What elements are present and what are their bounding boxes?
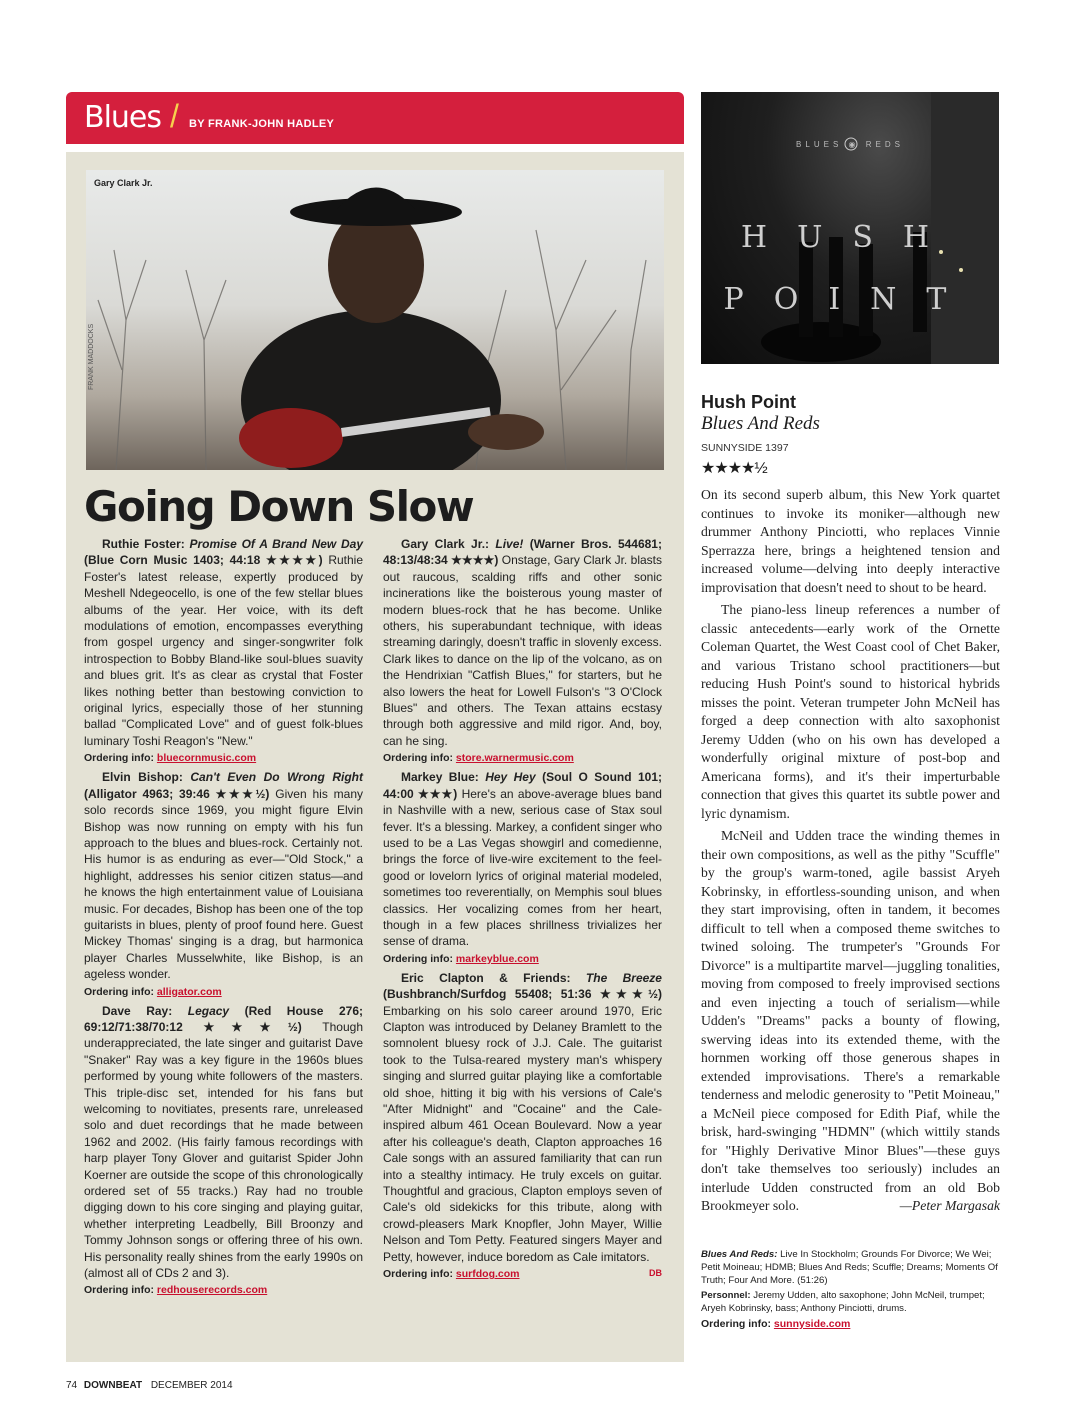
ordering-link[interactable]: bluecornmusic.com: [156, 752, 257, 765]
personnel-label: Personnel:: [701, 1290, 751, 1301]
ordering-link[interactable]: store.warnermusic.com: [455, 752, 574, 765]
review-artist: Gary Clark Jr.:: [401, 537, 490, 551]
page-number: 74: [66, 1380, 78, 1391]
feature-signoff: —Peter Margasak: [899, 1198, 1000, 1213]
review-album: Hey Hey: [485, 770, 536, 785]
review-album: Live!: [495, 537, 524, 551]
reviews-column-left: [84, 536, 363, 1301]
feature-paragraph-text: McNeil and Udden trace the winding themes in their own compositions, as well as the pithy "Scuffle" by the group's warm-toned, agile bassist Aryeh Kobrinsky, in effortless-sounding unison, and when they start improvising, often in tandem, it becomes difficult to tell when a composed theme switches to twined soloing. The trumpeter's "Grounds For Divorce" is a multipartite marvel—juggling tonalities, moving from composed to freely improvised sections and even injecting a touch of serialism—while Udden's "Dreams" packs a bounty of flowing, swerving ideas into its extended theme, with the hornmen working off those generous shapes in extended improvisations. There's a remarkable tenderness and melodic generosity to "Petit Moineau," a McNeil piece composed for Edith Piaf, while the brisk, hard-swinging "HDMN" (which wittily stands for "Highly Derivative Minor Blues"—these guys don't take themselves too seriously) includes an interlude Udden constructed from an old Bob Brookmeyer solo.: [701, 828, 1000, 1213]
ordering-info: [84, 751, 363, 765]
review-meta: (Warner Bros. 544681; 48:13/48:34 ★★★★): [383, 537, 662, 568]
feature-ordering-info: [701, 1317, 1000, 1331]
review-body: Onstage, Gary Clark Jr. blasts out raucous, scalding riffs and other sonic incinerations like the boisterous young master of modern blues-rock that he has become. Unlike others, his superabundant technique, with ideas streaming daringly, doesn't traffic in slovenly excess. Clark likes to dance on the lip of the volcano, as on the Hendrixian "Catfish Blues," for starters, but he also lowers the heat for Lowell Fulson's "3 O'Clock Blues" and others. The Texan attains ecstasy through both aggressive and mild rigor. And, boy, can he sing.: [383, 553, 662, 748]
review-artist: Elvin Bishop:: [102, 770, 183, 785]
feature-artist: Hush Point: [701, 392, 796, 412]
ordering-info: [383, 751, 662, 765]
track-list: [701, 1248, 1000, 1287]
ordering-link[interactable]: markeyblue.com: [455, 952, 539, 965]
ordering-link[interactable]: surfdog.com: [455, 1268, 520, 1281]
section-header: [66, 92, 684, 144]
magazine-name: DOWNBEAT: [83, 1380, 143, 1391]
review-body: Though underappreciated, the late singer and guitarist Dave "Snaker" Ray was a key figure in the 1960s blues performed by young white followers of the masters. This triple-disc set, intended for his fans but welcoming to novitiates, presents rare, unreleased solo and duet recordings that he made between 1962 and 2002. (His fairly famous recordings with harp player Tony Glover and guitarist Spider John Koerner are outside the scope of this chronologically ordered set of 55 tracks.) Ray had no trouble digging down to his core singing and playing guitar, whether interpreting Leadbelly, Bill Broonzy and Tommy Johnson songs or offering three of his own. His personality really shines from the early 1990s on (almost all of CDs 2 and 3).: [84, 1019, 363, 1281]
feature-paragraph: The piano-less lineup references a number of classic antecedents—early work of the Ornette Coleman Quartet, the West Coast cool of Chet Baker, and various Tristano school practitioners—but reducing Hush Point's sound to historical hybrids misses the point. Veteran trumpeter John McNeil has forged a deep connection with alto saxophonist Jeremy Udden (who on his own has developed a wonderfully original mixture of post-bop and Americana forms), and it's their imperturbable connection that gives this quartet its subtle power and lyric dynamism.: [701, 602, 1000, 821]
review-meta: (Blue Corn Music 1403; 44:18 ★★★★): [84, 553, 323, 568]
tracks-text: Live In Stockholm; Grounds For Divorce; We Wei; Petit Moineau; HDMB; Blues And Reds; Scuffle; Dreams; Moments Of Truth; Four And More. (51:26): [701, 1249, 998, 1286]
review-body: Here's an above-average blues band in Nashville with a new, serious case of Stax soul fever. It's a blessing. Markey, a confident singer who used to be a Las Vegas showgirl and comedienne, brings the force of live-wire excitement to the feel-good or lovelorn lyrics of original material modeled, sometimes too reverentially, on Memphis soul blues classics. Her vocalizing comes from her heart, though in a few places shrillness trivializes her sense of drama.: [383, 786, 662, 949]
feature-label: SUNNYSIDE 1397: [701, 442, 789, 454]
review-album: The Breeze: [585, 970, 662, 985]
review-body: Ruthie Foster's latest release, expertly produced by Meshell Ndegeocello, is one of the few stellar blues albums of the year. Her voice, with its deft modulations of emotion, encompasses everything from gospel urgency and singer-songwriter folk introspection to Bobby Bland-like soul-blues suavity and blues grit. It's as clear as crystal that Foster likes nothing better than bestowing conviction to original lyrics, especially those of her stunning ballad "Complicated Love" and of guest folk-blues luminary Toshi Reagon's "New.": [84, 553, 363, 748]
ordering-info: [383, 952, 662, 966]
ordering-info: [383, 1267, 662, 1281]
tracks-label: Blues And Reds:: [701, 1249, 778, 1260]
ordering-link[interactable]: alligator.com: [156, 985, 222, 998]
review-album: Legacy: [187, 1003, 230, 1018]
review-elvin-bishop: [84, 769, 363, 998]
feature-album: Blues And Reds: [701, 413, 820, 434]
feature-paragraph-last: [701, 827, 1000, 1216]
review-panel: [66, 152, 684, 1362]
review-artist: Ruthie Foster:: [102, 537, 185, 551]
review-markey-blue: [383, 769, 662, 965]
review-dave-ray: [84, 1003, 363, 1298]
review-album: Can't Even Do Wrong Right: [190, 770, 363, 785]
ordering-info: [84, 1283, 363, 1297]
feature-details: [701, 1248, 1000, 1333]
section-title: Blues: [84, 100, 162, 135]
photo-caption: Gary Clark Jr.: [94, 178, 153, 188]
ordering-label: Ordering info:: [701, 1318, 771, 1330]
review-artist: Markey Blue:: [401, 770, 479, 785]
cover-top-text: BLUES ◉ REDS: [796, 140, 904, 149]
review-body: Given his many solo records since 1969, you might figure Elvin Bishop was now running on empty with his fun approach to the blues and blues-rock. Certainly not. His humor is as enduring as ever—"Old Stock," a highlight, addresses his senior citizen status—and he knows the high entertainment value of Louisiana music. For decades, Bishop has been one of the top guitarists in blues, plenty of proof found here. Guest Mickey Thomas' singing is a drag, but harmonica player Charles Musselwhite, like Bishop, is an ageless wonder.: [84, 786, 364, 982]
feature-review-body: [701, 486, 1000, 1220]
cover-word-hush: HUSH: [740, 220, 960, 255]
ordering-label: Ordering info:: [383, 1268, 453, 1281]
ordering-info: [84, 985, 363, 999]
review-ruthie-foster: [84, 536, 363, 765]
headline: Going Down Slow: [84, 482, 474, 531]
ordering-label: Ordering info:: [383, 952, 453, 965]
review-meta: (Red House 276; 69:12/71:38/70:12 ★★★½): [84, 1003, 363, 1034]
cover-word-point: POINT: [723, 282, 977, 317]
feature-rating: ★★★★½: [701, 460, 767, 477]
section-byline: BY FRANK-JOHN HADLEY: [189, 118, 335, 130]
page-footer: [66, 1380, 233, 1391]
personnel-text: Jeremy Udden, alto saxophone; John McNeil, trumpet; Aryeh Kobrinsky, bass; Anthony Pinciotti, drums.: [701, 1290, 985, 1314]
review-meta: (Bushbranch/Surfdog 55408; 51:36 ★★★½): [383, 987, 662, 1002]
ordering-link[interactable]: sunnyside.com: [773, 1318, 851, 1330]
photo-credit: FRANK MADDOCKS: [88, 323, 95, 390]
end-mark: DB: [649, 1268, 662, 1279]
section-slash: /: [170, 98, 179, 134]
issue-date: DECEMBER 2014: [150, 1380, 233, 1391]
ordering-link[interactable]: redhouserecords.com: [156, 1284, 268, 1297]
review-gary-clark: [383, 536, 662, 765]
review-eric-clapton: [383, 970, 662, 1281]
review-artist: Eric Clapton & Friends:: [401, 970, 571, 985]
reviews-column-right: [383, 536, 662, 1285]
review-meta: (Soul O Sound 101; 44:00 ★★★): [383, 770, 662, 801]
ordering-label: Ordering info:: [84, 985, 154, 998]
review-album: Promise Of A Brand New Day: [189, 537, 363, 551]
album-cover: [701, 92, 999, 364]
photo-illustration: [86, 170, 664, 470]
ordering-label: Ordering info:: [84, 752, 154, 765]
feature-paragraph: On its second superb album, this New York quartet continues to invoke its moniker—although new drummer Anthony Pinciotti, who replaces Vinnie Sperrazza here, brings a heightened tension and increased volume—delving into deeply interactive improvisation that doesn't need to shout to be heard.: [701, 487, 1000, 595]
review-body: Embarking on his solo career around 1970, Eric Clapton was introduced by Delaney Bramlett to the somnolent bluesy rock of J.J. Cale. The guitarist took to the Tulsa-reared mystery man's whispery singing and slurred guitar playing like a comfortable old shoe, hitting it big with his versions of Cale's "After Midnight" and "Cocaine" and the Cale-inspired album 461 Ocean Boulevard. Now a year after his colleague's death, Clapton approaches 16 Cale songs with an assured familiarity that can run into a stealthy intimacy. He truly excels on guitar. Thoughtful and gracious, Clapton employs seven of Cale's old sidekicks for this tribute, along with crowd-pleasers Mark Knopfler, John Mayer, Willie Nelson and Tom Petty. Featured singers Mayer and Petty, however, induce boredom as Cale imitators.: [383, 1003, 662, 1264]
artist-photo: [86, 170, 664, 470]
personnel: [701, 1289, 1000, 1315]
review-artist: Dave Ray:: [102, 1003, 173, 1018]
ordering-label: Ordering info:: [383, 752, 453, 765]
ordering-label: Ordering info:: [84, 1284, 154, 1297]
review-meta: (Alligator 4963; 39:46 ★★★½): [84, 786, 270, 801]
